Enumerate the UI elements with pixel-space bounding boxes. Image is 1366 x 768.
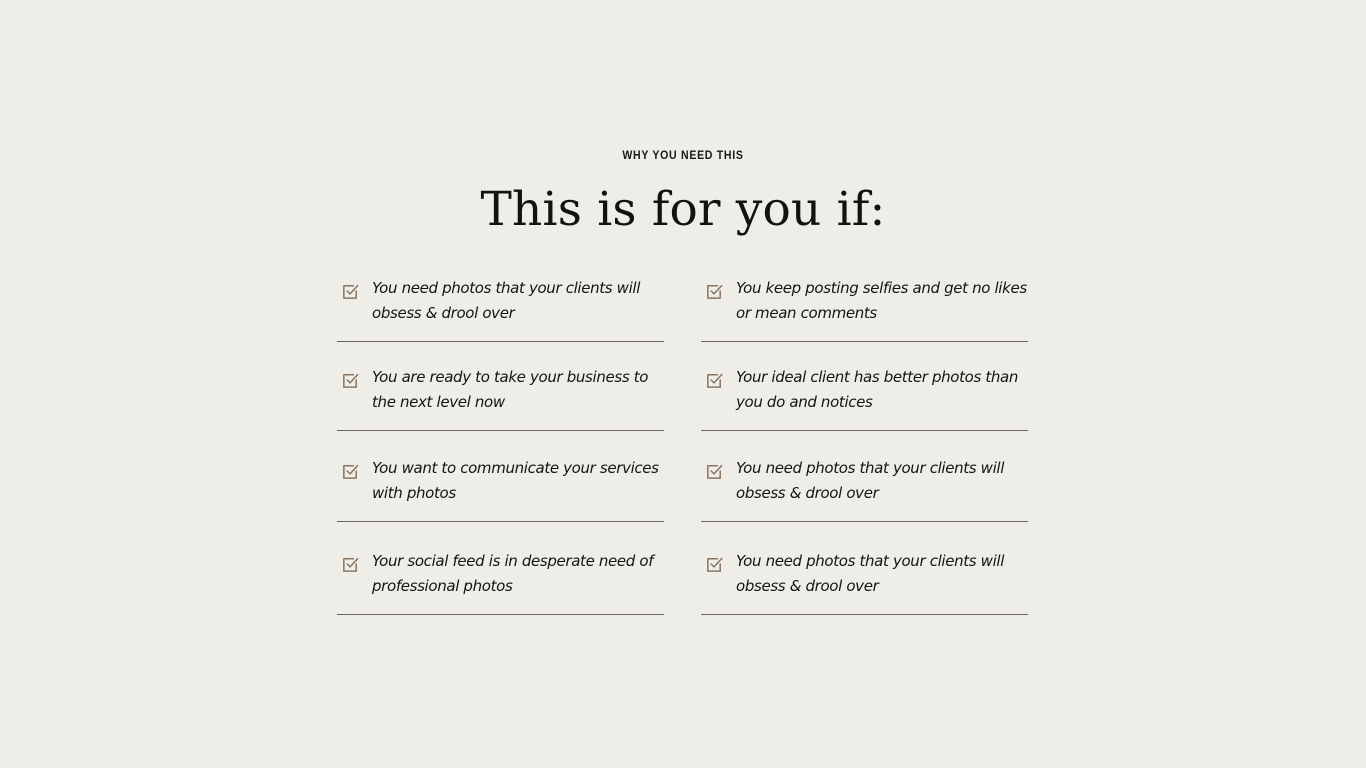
checkbox-checked-icon [705,371,724,390]
section-eyebrow: WHY YOU NEED THIS [622,148,744,162]
list-item-text: You keep posting selfies and get no likes or mean comments [736,279,1027,322]
list-item-text: You need photos that your clients will obsess & drool over [736,459,1005,502]
list-item [337,365,664,431]
checkbox-checked-icon [341,282,360,301]
list-item-text: Your ideal client has better photos than you do and notices [736,368,1019,411]
list-item-text: You are ready to take your business to the next level now [372,368,649,411]
section-title: This is for you if: [480,182,886,237]
list-item-text: You need photos that your clients will obsess & drool over [372,279,641,322]
list-item [337,456,664,522]
checkbox-checked-icon [705,462,724,481]
list-item [701,365,1028,431]
checkbox-checked-icon [341,555,360,574]
list-item-text: You want to communicate your services with photos [372,459,659,502]
checkbox-checked-icon [705,282,724,301]
list-item [701,549,1028,615]
list-item-text: You need photos that your clients will obsess & drool over [736,552,1005,595]
checkbox-checked-icon [341,462,360,481]
list-item-text: Your social feed is in desperate need of professional photos [372,552,654,595]
checkbox-checked-icon [341,371,360,390]
list-item [701,456,1028,522]
list-item [701,276,1028,342]
checkbox-checked-icon [705,555,724,574]
list-item [337,549,664,615]
list-item [337,276,664,342]
